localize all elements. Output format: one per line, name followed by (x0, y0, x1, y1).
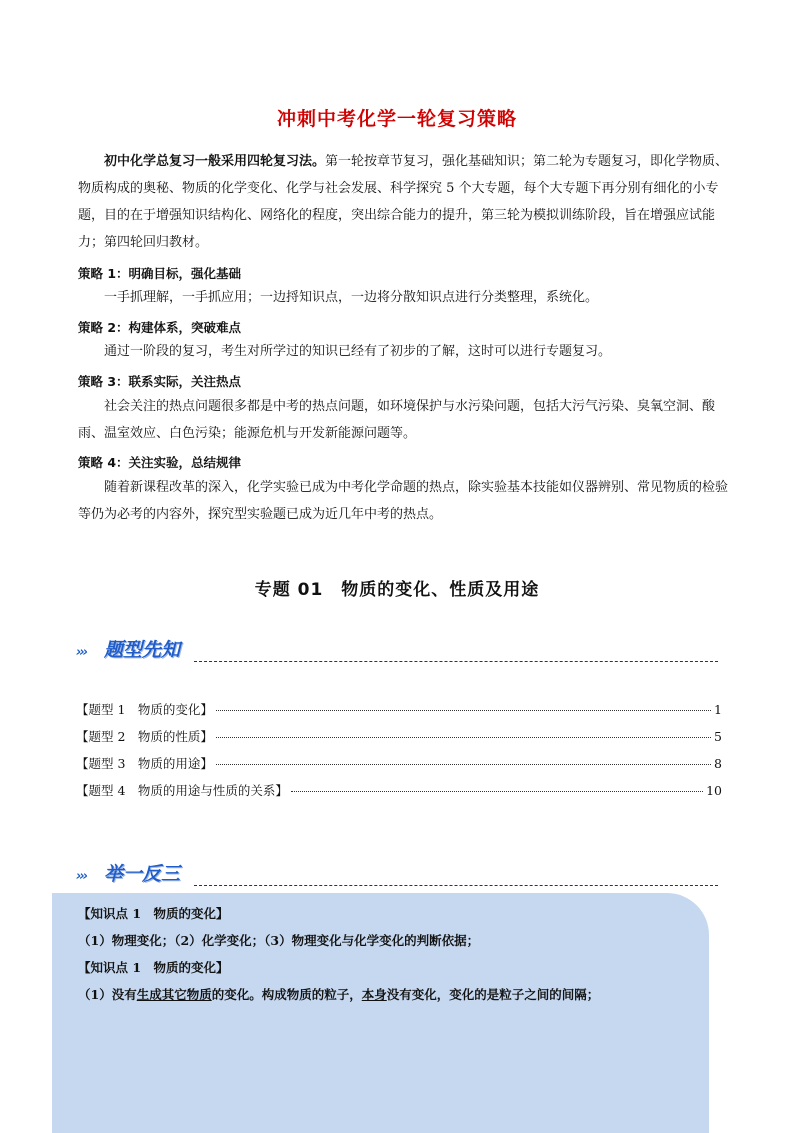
chevron-right-icon: ››› (76, 869, 87, 884)
strategy-1-heading: 策略 1：明确目标，强化基础 (78, 266, 242, 281)
strategy-3-body: 社会关注的热点问题很多都是中考的热点问题，如环境保护与水污染问题，包括大污气污染、臭氧空洞、酸雨、温室效应、白色污染；能源危机与开发新能源问题等。 (78, 399, 716, 441)
table-of-contents (76, 700, 722, 808)
knowledge-underlined-term: 本身 (361, 987, 387, 1002)
knowledge-text: 没有变化，变化的是粒子之间的间隔； (386, 987, 600, 1002)
toc-leader-dots (216, 764, 711, 765)
section-divider (194, 885, 718, 886)
toc-entry-label: 【题型 3 物质的用途】 (76, 756, 213, 771)
section-banner-preview (76, 634, 718, 664)
intro-paragraph (78, 148, 730, 256)
strategy-2-heading: 策略 2：构建体系，突破难点 (78, 320, 242, 335)
section-banner-practice (76, 858, 718, 888)
toc-page-number: 1 (714, 702, 722, 717)
toc-leader-dots (216, 710, 711, 711)
knowledge-point-box (52, 893, 709, 1133)
chevron-right-icon: ››› (76, 645, 87, 660)
document-title: 冲刺中考化学一轮复习策略 (276, 108, 517, 130)
toc-page-number: 8 (714, 756, 722, 771)
toc-entry-1[interactable] (76, 700, 722, 727)
knowledge-text: （1）没有 (78, 987, 137, 1002)
toc-entry-label: 【题型 4 物质的用途与性质的关系】 (76, 783, 288, 798)
strategy-2-body: 通过一阶段的复习，考生对所学过的知识已经有了初步的了解，这时可以进行专题复习。 (104, 344, 612, 359)
strategy-1-body: 一手抓理解，一手抓应用；一边捋知识点，一边将分散知识点进行分类整理，系统化。 (104, 290, 599, 305)
knowledge-underlined-term: 生成其它物质 (136, 987, 212, 1002)
knowledge-heading-1: 【知识点 1 物质的变化】 (78, 906, 229, 921)
toc-entry-2[interactable] (76, 727, 722, 754)
knowledge-line-1: （1）物理变化；（2）化学变化；（3）物理变化与化学变化的判断依据； (78, 933, 480, 948)
strategy-4-body: 随着新课程改革的深入，化学实验已成为中考化学命题的热点，除实验基本技能如仪器辨别、常见物质的检验等仍为必考的内容外，探究型实验题已成为近几年中考的热点。 (78, 480, 729, 522)
section-label-practice: 举一反三 (104, 863, 181, 885)
intro-body: 第一轮按章节复习，强化基础知识；第二轮为专题复习，即化学物质、物质构成的奥秘、物质的化学变化、化学与社会发展、科学探究 5 个大专题，每个大专题下再分别有细化的小专题，目的在于增强知识结构化、网络化的程度，突出综合能力的提升，第三轮为模拟训练阶段，旨在增强应试能力；第四轮回归教材。 (78, 154, 729, 250)
toc-page-number: 5 (714, 729, 722, 744)
strategy-4-heading: 策略 4：关注实验，总结规律 (78, 455, 242, 470)
section-label-preview: 题型先知 (104, 639, 181, 661)
toc-page-number: 10 (706, 783, 722, 798)
toc-entry-label: 【题型 2 物质的性质】 (76, 729, 213, 744)
toc-leader-dots (216, 737, 711, 738)
toc-entry-3[interactable] (76, 754, 722, 781)
toc-entry-label: 【题型 1 物质的变化】 (76, 702, 213, 717)
toc-leader-dots (291, 791, 703, 792)
intro-lead: 初中化学总复习一般采用四轮复习法。 (104, 154, 326, 169)
knowledge-heading-2: 【知识点 1 物质的变化】 (78, 960, 229, 975)
knowledge-line-2 (78, 985, 599, 1003)
knowledge-text: 的变化。构成物质的粒子， (211, 987, 362, 1002)
toc-entry-4[interactable] (76, 781, 722, 808)
strategy-3-heading: 策略 3：联系实际，关注热点 (78, 374, 242, 389)
section-divider (194, 661, 718, 662)
topic-title: 专题 01 物质的变化、性质及用途 (254, 580, 540, 600)
